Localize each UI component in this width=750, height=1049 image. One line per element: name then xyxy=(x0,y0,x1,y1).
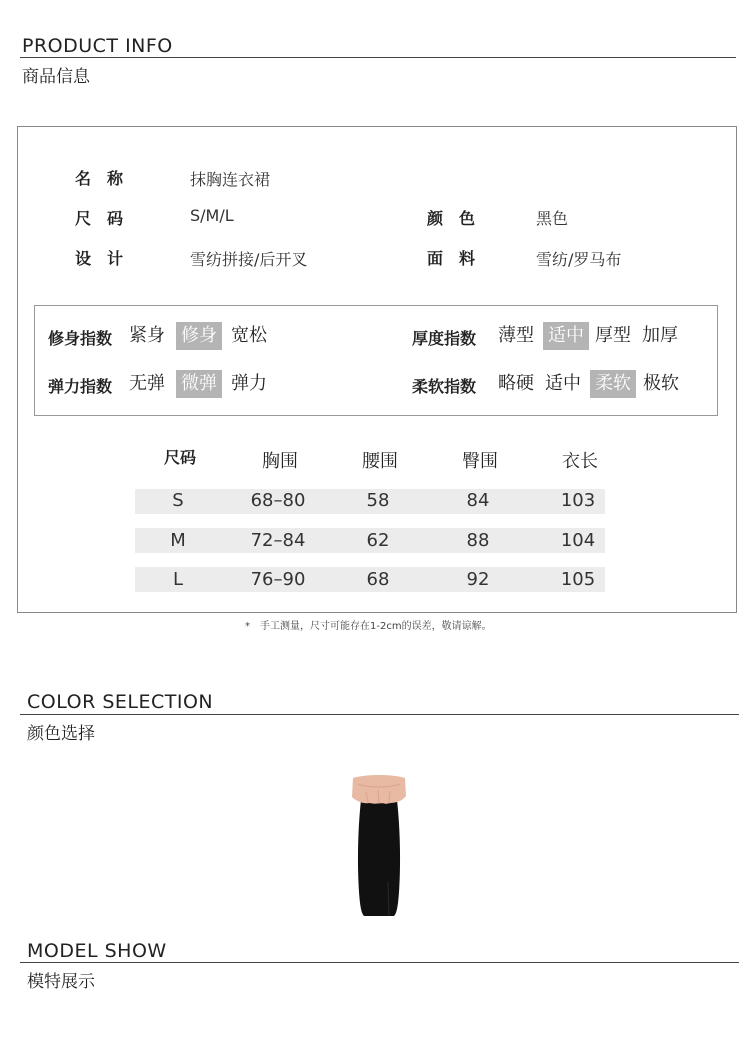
thickness-option-selected: 适中 xyxy=(543,322,589,350)
size-table-header-cell: 胸围 xyxy=(262,451,298,472)
elasticity-option: 弹力 xyxy=(231,373,267,394)
table-cell: 92 xyxy=(466,569,490,590)
spec-color-value: 黑色 xyxy=(536,209,569,228)
thickness-index-label: 厚度指数 xyxy=(412,329,477,348)
table-cell: 58 xyxy=(366,490,390,511)
fit-option: 紧身 xyxy=(129,325,165,346)
spec-size-value: S/M/L xyxy=(190,206,234,225)
table-cell: 76–90 xyxy=(250,569,306,590)
table-cell: 62 xyxy=(366,530,390,551)
table-row xyxy=(128,569,628,590)
spec-design-value: 雪纺拼接/后开叉 xyxy=(190,250,308,269)
elasticity-option: 无弹 xyxy=(129,373,165,394)
fit-option-selected: 修身 xyxy=(176,322,222,350)
table-cell: M xyxy=(170,530,186,551)
color-selection-rule xyxy=(20,714,739,715)
model-show-subtitle: 模特展示 xyxy=(27,972,95,992)
table-row xyxy=(128,530,628,551)
thickness-index-options xyxy=(493,322,683,350)
spec-name-label: 名 称 xyxy=(75,169,124,188)
size-table-header-cell: 尺码 xyxy=(163,448,196,467)
table-cell: 103 xyxy=(560,490,596,511)
table-cell: S xyxy=(172,490,184,511)
softness-option: 略硬 xyxy=(498,373,534,394)
elasticity-index-options xyxy=(124,370,272,398)
size-table-header-cell: 衣长 xyxy=(562,451,598,472)
softness-option-selected: 柔软 xyxy=(590,370,636,398)
size-table-header xyxy=(130,447,630,473)
fit-index-options xyxy=(124,322,272,350)
size-table-header-cell: 腰围 xyxy=(362,451,398,472)
spec-fabric-value: 雪纺/罗马布 xyxy=(536,250,622,269)
softness-index-options xyxy=(493,370,684,398)
product-info-subtitle: 商品信息 xyxy=(22,67,90,87)
softness-option: 极软 xyxy=(643,373,679,394)
product-info-rule xyxy=(20,57,736,58)
color-selection-title: COLOR SELECTION xyxy=(27,691,214,713)
table-cell: 105 xyxy=(560,569,596,590)
measurement-note: * 手工测量，尺寸可能存在1-2cm的误差，敬请谅解。 xyxy=(245,621,492,632)
table-cell: 68 xyxy=(366,569,390,590)
color-selection-subtitle: 颜色选择 xyxy=(27,724,95,744)
fit-option: 宽松 xyxy=(231,325,267,346)
table-cell: L xyxy=(172,569,184,590)
spec-design-label: 设 计 xyxy=(75,249,124,268)
table-cell: 68–80 xyxy=(250,490,306,511)
spec-fabric-label: 面 料 xyxy=(427,249,476,268)
product-info-title: PRODUCT INFO xyxy=(22,35,173,57)
elasticity-index-label: 弹力指数 xyxy=(48,377,113,396)
model-show-title: MODEL SHOW xyxy=(27,940,167,962)
fit-index-label: 修身指数 xyxy=(48,329,113,348)
spec-color-label: 颜 色 xyxy=(427,209,476,228)
table-cell: 104 xyxy=(560,530,596,551)
table-row xyxy=(128,490,628,511)
dress-image xyxy=(348,772,410,920)
size-table-header-cell: 臀围 xyxy=(462,451,498,472)
thickness-option: 厚型 xyxy=(595,325,631,346)
spec-name-value: 抹胸连衣裙 xyxy=(190,170,271,189)
softness-option: 适中 xyxy=(545,373,581,394)
dress-color-swatch[interactable] xyxy=(348,772,410,920)
table-cell: 88 xyxy=(466,530,490,551)
thickness-option: 加厚 xyxy=(642,325,678,346)
model-show-rule xyxy=(20,962,739,963)
table-cell: 72–84 xyxy=(250,530,306,551)
spec-size-label: 尺 码 xyxy=(75,209,124,228)
table-cell: 84 xyxy=(466,490,490,511)
elasticity-option-selected: 微弹 xyxy=(176,370,222,398)
softness-index-label: 柔软指数 xyxy=(412,377,477,396)
thickness-option: 薄型 xyxy=(498,325,534,346)
